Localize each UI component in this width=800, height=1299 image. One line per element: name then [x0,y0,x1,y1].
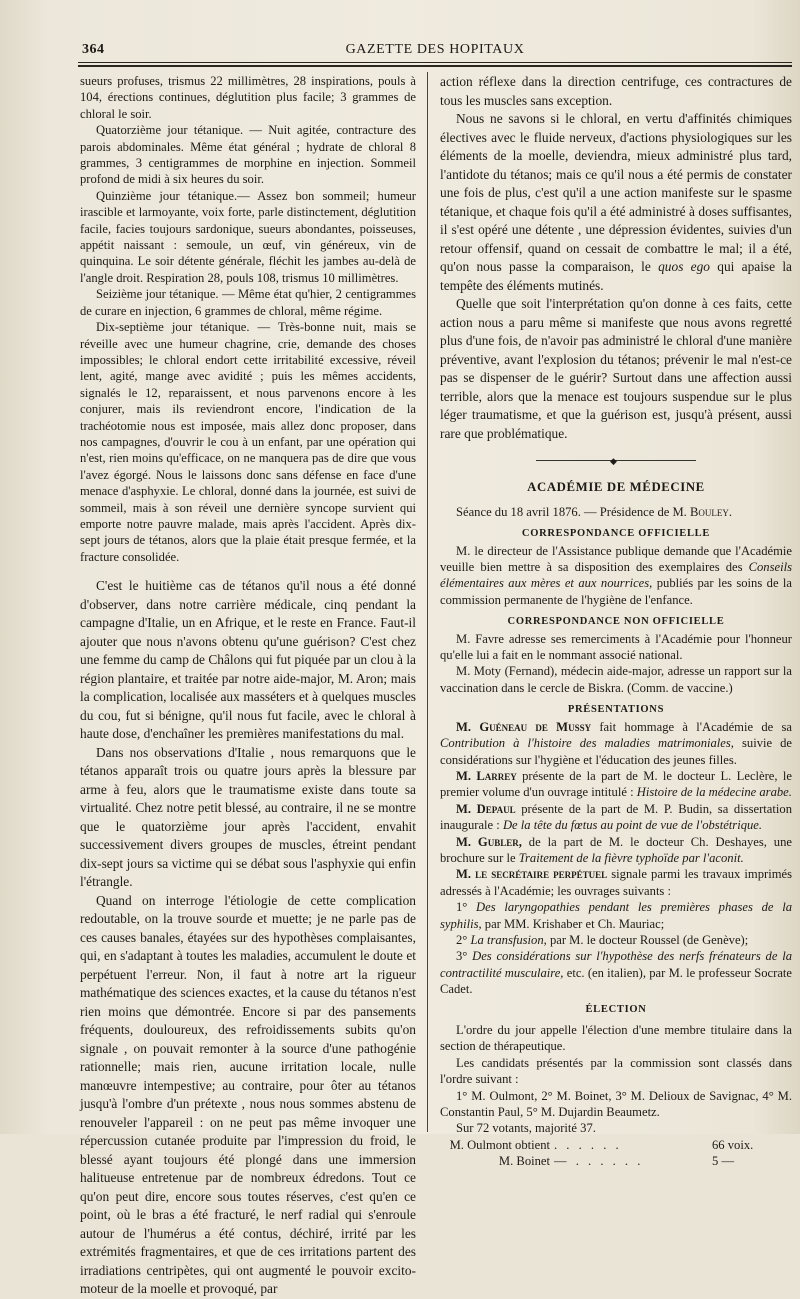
subsection-title: ÉLECTION [585,1003,647,1015]
paragraph: action réflexe dans la direction centrifuge, ces contractures de tous les muscles sans exception. [440,74,792,108]
paragraph: C'est le huitième cas de tétanos qu'il nous a été donné d'observer, dans notre carrière médicale, cinq pendant la campagne d'Italie, un en Afrique, et le reste en France. Faut-il ajouter que nous n'avons obtenu qu'une guérison? C'est chez une femme du camp de Châlons qui fut piquée par un clou à la région plantaire, et traitée par notre aide-major, M. Aron; mais la complication, localisée aux masséters et à quelques muscles du cou, fut si bénigne, qu'il nous fut facile, avec le chloral à haute dose, d'enchaîner les premières manifestations du mal. [80,578,416,742]
journal-title: GAZETTE DES HOPITAUX [345,42,525,57]
paragraph: 1° M. Oulmont, 2° M. Boinet, 3° M. Delioux de Savignac, 4° M. Constantin Paul, 5° M. Dujardin Beaumetz. [440,1088,792,1120]
column-divider [427,72,428,1132]
subsection-title: CORRESPONDANCE NON OFFICIELLE [507,616,725,628]
vote-row: M. Oulmont obtient . . . . . . 66 voix. [449,1137,754,1152]
seance-line: Séance du 18 avril 1876. — Présidence de M. Bouley. [456,504,733,519]
page-number: 364 [82,42,105,57]
list-item: 2° La transfusion, par M. le docteur Roussel (de Genève); [456,932,749,947]
paragraph: Quinzième jour tétanique.— Assez bon sommeil; humeur irascible et larmoyante, voix forte, parle distinctement, déglutition facile, facies toujours sardonique, sueurs abondantes, poisseuses, appétit naissant : semoule, un œuf, vin généreux, vin de quinquina. Le soir détente générale, fléchit les jambes au-delà de l'angle droit. Respiration 28, pouls 108, trismus 10 millimètres. [80,188,416,285]
list-item: 1° Des laryngopathies pendant les premières phases de la syphilis, par MM. Krishaber et Ch. Mauriac; [440,900,792,931]
paragraph: M. Favre adresse ses remerciments à l'Académie pour l'honneur qu'elle lui a fait en le nommant associé national. [440,631,792,663]
right-column [440,73,792,1170]
paragraph: M. le directeur de l'Assistance publique demande que l'Académie veuille bien mettre à sa disposition des exemplaires des Conseils élémentaires aux mères et aux nourrices, publiés par les soins de la commission permanente de l'hygiène de l'enfance. [440,543,793,607]
paragraph: Nous ne savons si le chloral, en vertu d'affinités chimiques électives avec le fluide nerveux, d'actions physiologiques sur les éléments de la moelle, deviendra, mieux administré plus tard, l'antidote du tétanos; mais ce qu'il nous a été permis de constater une fois de plus, c'est qu'il a une action manifeste sur le spasme tétanique, et chaque fois qu'il a été administré à doses suffisantes, il s'est opéré une détente , une dépression évidentes, suivies d'un retour offensif, quand on cessait de combattre le mal; il a été, qu'on nous passe la comparaison, le quos ego qui apaise la tempête des éléments mutinés. [440,111,792,293]
subsection-title: PRÉSENTATIONS [567,704,665,716]
paragraph: M. Guéneau de Mussy fait hommage à l'Académie de sa Contribution à l'histoire des maladies matrimoniales, suivie de considérations sur l'hygiène et l'éducation des jeunes filles. [440,719,793,767]
vote-row: M. Boinet — . . . . . . 5 — [498,1154,735,1169]
paragraph: M. le secrétaire perpétuel signale parmi les travaux imprimés adressés à l'Académie; les ouvrages suivants : [440,867,792,898]
paragraph: Dans nos observations d'Italie , nous remarquons que le tétanos apparaît trois ou quatre jours après la blessure par arme à feu, alors que le traumatisme existe dans toute sa virtualité. Chez notre petit blessé, au contraire, il ne se montre que le quatorzième jour après l'accident, envahit successivement divers groupes de muscles, étreint pendant dix-sept jours sa victime qui se débat sous l'asphyxie qui enfin l'étrangle. [80,744,416,890]
paragraph: Quelle que soit l'interprétation qu'on donne à ces faits, cette action nous a paru même si manifeste que nous avons regretté plus d'une fois, de n'avoir pas administré le chloral d'une manière préventive, avant l'explosion du tétanos; prévenir le mal n'est-ce pas se dispenser de le guérir? Surtout dans une affection aussi terrible, alors que la menace est toujours suspendue sur le plus léger traumatisme, et que la guérison est, jusqu'à présent, aussi rare que problématique. [440,296,792,441]
paragraph: M. Larrey présente de la part de M. le docteur L. Leclère, le premier volume d'un ouvrage intitulé : Histoire de la médecine arabe. [440,768,792,800]
header-rule [78,62,792,63]
paragraph: Quand on interroge l'étiologie de cette complication redoutable, on la trouve sourde et muette; je ne parle pas de ces causes banales, étayées sur des hypothèses complaisantes, qui, en s'adaptant à toutes les maladies, accumulent le doute et perpétuent l'erreur. Non, il faut à notre art la rigueur mathématique des sciences exactes, et la cause du tétanos n'est rien moins que démontrée. Encore si par des pansements fréquents, douloureux, des refroidissements subits qu'on signale , on pouvait remonter à la source d'une pathogénie rationnelle; mais rien, aucune irritation locale, nulle manœuvre intempestive; au contraire, pour ôter au tétanos jusqu'à l'ombre d'un prétexte , nous nous sommes abstenu de renouveler l'appareil : on ne peut pas même invoquer une répercussion cutanée produite par l'impression du froid, le blessé ayant toujours été plongé dans une immersion halitueuse entretenue par de nombreux édredons. Tout ce qu'on peut dire, encore sous toutes réserves, c'est qu'en ce point, où le bras a été fracturé, le nerf radial qui s'enroule autour de l'humérus a été contus, déchiré, irrité par les extrémités fragmentaires, et que de ces irritations partent des irradiations centripètes, qui ont augmenté le pouvoir excito-moteur de la moelle et provoqué, par [80,892,416,1297]
header-rule-thick [78,65,792,67]
paragraph: M. Moty (Fernand), médecin aide-major, adresse un rapport sur la vaccination dans le cercle de Biskra. (Comm. de vaccine.) [440,664,792,695]
paragraph: Les candidats présentés par la commission sont classés dans l'ordre suivant : [440,1055,792,1087]
page-header [78,38,792,60]
subsection-title: CORRESPONDANCE OFFICIELLE [521,528,711,540]
paragraph: L'ordre du jour appelle l'élection d'une membre titulaire dans la section de thérapeutique. [440,1023,792,1054]
paragraph: Seizième jour tétanique. — Même état qu'hier, 2 centigrammes de curare en injection, 6 grammes de chloral, même régime. [80,287,416,318]
paragraph: Quatorzième jour tétanique. — Nuit agitée, contracture des parois abdominales. Même état général ; hydrate de chloral 8 grammes, 3 centigrammes de morphine en injection. Sommeil profond de midi à six heures du soir. [80,123,416,187]
list-item: 3° Des considérations sur l'hypothèse des nerfs frénateurs de la contractilité musculaire, etc. (en italien), par M. le professeur Socrate Cadet. [440,949,792,997]
paragraph: Dix-septième jour tétanique. — Très-bonne nuit, mais se réveille avec une humeur chagrine, crie, demande des choses impossibles; le chloral endort cette irritabilité excessive, réveil lent, agité, mange avec avidité ; puis les mêmes accidents, signalés le 12, reparaissent, et nous parvenons encore à les conjurer, mais ils reviendront encore, l'indication de la trachéotomie nous est imposée, mais allez donc proposer, dans nos campagnes, d'ouvrir le cou à un enfant, par une opération qui n'est, rien moins qu'efficace, on ne manquera pas de dire que vous l'avez égorgé. Nous le laissons donc sans défense en face d'une menace d'asphyxie. Le chloral, donné dans la journée, est suivi de sommeil, mais à son réveil une dernière syncope survient qui emporte notre pauvre malade, mais après l'accident. Après dix-sept jours de tétanos, alors que la plaie était presque fermée, et la fracture consolidée. [80,320,416,564]
paragraph: M. Gubler, de la part de M. le docteur Ch. Deshayes, une brochure sur le Traitement de la fièvre typhoïde par l'aconit. [440,834,792,865]
paragraph: M. Depaul présente de la part de M. P. Budin, sa dissertation inaugurale : De la tête du fœtus au point de vue de l'obstétrique. [440,801,792,833]
section-title: ACADÉMIE DE MÉDECINE [527,480,705,495]
left-column [80,73,416,1299]
paragraph: Sur 72 votants, majorité 37. [456,1121,596,1136]
section-ornament [440,449,792,465]
paragraph: sueurs profuses, trismus 22 millimètres, 28 inspirations, pouls à 104, érections continues, déglutition plus facile; 3 grammes de chloral le soir. [80,74,416,121]
